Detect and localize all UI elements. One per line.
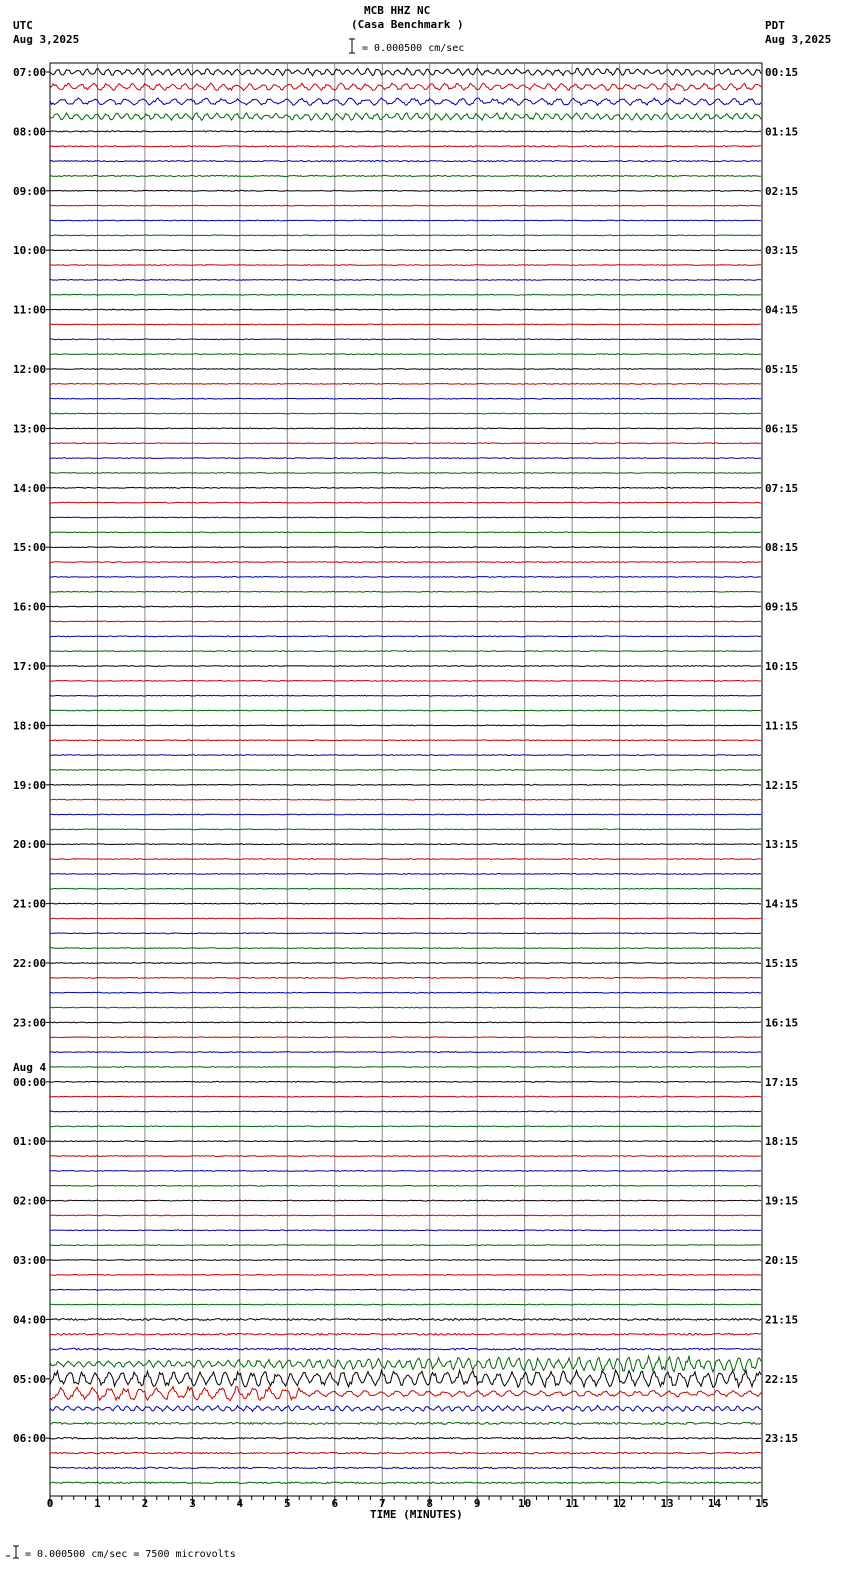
trace-line [50, 205, 761, 206]
trace-line [50, 666, 761, 667]
trace-line [50, 784, 761, 785]
x-tick-label: 6 [331, 1497, 339, 1510]
trace-line [50, 502, 761, 503]
pdt-label: PDT [765, 19, 785, 32]
trace-line [50, 369, 761, 370]
utc-hour-label: 23:00 [13, 1016, 47, 1030]
pdt-hour-label: 00:15 [765, 66, 799, 79]
trace-line [50, 1304, 761, 1305]
x-tick-label: 7 [378, 1497, 386, 1510]
pdt-hour-label: 14:15 [765, 897, 799, 911]
trace-line [50, 1007, 761, 1008]
pdt-hour-label: 02:15 [765, 184, 799, 198]
trace-line [50, 83, 761, 90]
x-tick-label: 13 [660, 1497, 674, 1510]
trace-line [50, 1467, 761, 1468]
pdt-hour-label: 05:15 [765, 363, 799, 376]
trace-line [50, 1156, 761, 1157]
trace-line [50, 383, 761, 384]
trace-line [50, 1482, 761, 1484]
pdt-hour-label: 17:15 [765, 1075, 799, 1089]
trace-line [50, 1319, 761, 1321]
pdt-hour-label: 12:15 [765, 778, 799, 792]
trace-line [50, 532, 761, 533]
trace-line [50, 829, 761, 830]
pdt-hour-label: 01:15 [765, 125, 799, 139]
trace-line [50, 1141, 761, 1142]
trace-line [50, 487, 761, 488]
pdt-hour-label: 22:15 [765, 1372, 799, 1386]
x-tick-label: 1 [94, 1497, 101, 1510]
trace-line [50, 621, 761, 622]
trace-line [50, 1438, 761, 1439]
trace-line [50, 309, 761, 310]
trace-line [50, 859, 761, 860]
trace-line [50, 175, 761, 176]
utc-hour-label: 17:00 [13, 660, 47, 673]
utc-hour-label: 16:00 [13, 600, 47, 614]
pdt-hour-label: 13:15 [765, 838, 799, 852]
trace-line [50, 591, 761, 592]
trace-line [50, 1422, 761, 1424]
pdt-hour-label: 20:15 [765, 1254, 799, 1267]
trace-line [50, 1370, 761, 1387]
x-axis-title: TIME (MINUTES) [370, 1508, 463, 1521]
trace-line [50, 1022, 761, 1023]
trace-line [50, 725, 761, 726]
trace-line [50, 280, 761, 281]
x-tick-label: 4 [236, 1497, 244, 1510]
utc-hour-label: 02:00 [13, 1194, 47, 1208]
utc-hour-label: 08:00 [13, 125, 47, 139]
trace-line [50, 113, 761, 120]
trace-line [50, 1171, 761, 1172]
trace-line [50, 606, 761, 607]
trace-line [50, 68, 761, 75]
trace-line [50, 1215, 761, 1216]
trace-line [50, 1387, 761, 1401]
trace-line [50, 1081, 761, 1082]
pdt-hour-label: 11:15 [765, 719, 799, 733]
trace-line [50, 428, 761, 429]
trace-line [50, 710, 761, 711]
pdt-hour-label: 06:15 [765, 422, 799, 436]
trace-line [50, 354, 761, 355]
trace-line [50, 131, 761, 132]
trace-line [50, 740, 761, 741]
x-tick-label: 8 [426, 1497, 434, 1510]
trace-line [50, 1185, 761, 1186]
pdt-hour-label: 15:15 [765, 957, 799, 970]
utc-hour-label: 18:00 [13, 719, 47, 733]
trace-line [50, 963, 761, 964]
trace-line [50, 547, 761, 548]
trace-line [50, 1200, 761, 1201]
trace-line [50, 577, 761, 578]
trace-line [50, 1274, 761, 1275]
x-tick-label: 15 [755, 1497, 769, 1510]
utc-hour-label: 22:00 [13, 957, 47, 970]
pdt-date: Aug 3,2025 [765, 33, 832, 46]
pdt-hour-label: 23:15 [765, 1432, 799, 1446]
x-tick-label: 2 [141, 1497, 149, 1510]
trace-line [50, 903, 761, 904]
trace-line [50, 874, 761, 875]
trace-line [50, 844, 761, 845]
trace-line [50, 918, 761, 919]
x-tick-label: 3 [189, 1497, 196, 1510]
trace-line [50, 294, 761, 295]
trace-line [50, 250, 761, 251]
x-tick-label: 10 [518, 1497, 532, 1510]
trace-line [50, 770, 761, 771]
trace-line [50, 398, 761, 399]
trace-line [50, 1230, 761, 1231]
trace-line [50, 992, 761, 993]
trace-line [50, 265, 761, 266]
station-title: MCB HHZ NC [364, 4, 431, 17]
trace-line [50, 443, 761, 444]
utc-hour-label: 04:00 [13, 1313, 47, 1327]
trace-line [50, 1245, 761, 1246]
pdt-hour-label: 03:15 [765, 244, 799, 258]
trace-line [50, 1096, 761, 1097]
trace-line [50, 473, 761, 474]
utc-hour-label: 09:00 [13, 184, 47, 198]
pdt-hour-label: 21:15 [765, 1313, 799, 1327]
pdt-hour-label: 10:15 [765, 660, 799, 673]
trace-line [50, 517, 761, 518]
trace-line [50, 1067, 761, 1068]
trace-line [50, 1356, 761, 1372]
trace-line [50, 636, 761, 637]
trace-line [50, 651, 761, 652]
utc-hour-label: 21:00 [13, 897, 47, 911]
utc-hour-label: 03:00 [13, 1254, 47, 1267]
utc-hour-label: 10:00 [13, 244, 47, 258]
trace-line [50, 933, 761, 934]
pdt-hour-label: 18:15 [765, 1135, 799, 1149]
utc-hour-label: 20:00 [13, 838, 47, 852]
station-location: (Casa Benchmark ) [351, 18, 464, 31]
x-tick-label: 11 [565, 1497, 579, 1510]
trace-line [50, 562, 761, 563]
x-tick-label: 5 [284, 1497, 291, 1510]
utc-hour-label: 19:00 [13, 778, 47, 792]
pdt-hour-label: 04:15 [765, 303, 799, 317]
trace-line [50, 1126, 761, 1127]
trace-line [50, 458, 761, 459]
utc-hour-label: 00:00 [13, 1075, 47, 1089]
trace-line [50, 413, 761, 414]
utc-hour-label: 05:00 [13, 1372, 47, 1386]
trace-line [50, 948, 761, 949]
trace-line [50, 98, 761, 105]
trace-line [50, 339, 761, 340]
trace-line [50, 220, 761, 221]
utc-label: UTC [13, 19, 33, 32]
trace-line [50, 1333, 761, 1335]
utc-hour-label: 14:00 [13, 481, 47, 495]
trace-line [50, 1289, 761, 1290]
utc-hour-label: 07:00 [13, 66, 47, 79]
trace-line [50, 1052, 761, 1053]
trace-line [50, 161, 761, 162]
x-tick-label: 9 [473, 1497, 481, 1510]
trace-line [50, 1452, 761, 1454]
footer-scale-label: = 0.000500 cm/sec = 7500 microvolts [25, 1549, 236, 1560]
scale-label: = 0.000500 cm/sec [362, 43, 465, 54]
trace-line [50, 695, 761, 696]
trace-line [50, 680, 761, 681]
utc-hour-label: 06:00 [13, 1432, 47, 1446]
pdt-hour-label: 19:15 [765, 1194, 799, 1208]
utc-hour-label: 13:00 [13, 422, 47, 436]
utc-date: Aug 3,2025 [13, 33, 80, 46]
trace-line [50, 814, 761, 815]
x-tick-label: 14 [707, 1497, 722, 1510]
trace-line [50, 799, 761, 800]
trace-line [50, 888, 761, 889]
footer-scale-icon [4, 1544, 20, 1560]
trace-line [50, 146, 761, 147]
trace-line [50, 235, 761, 236]
utc-hour-label: 12:00 [13, 363, 47, 376]
trace-line [50, 1111, 761, 1112]
trace-line [50, 324, 761, 325]
trace-line [50, 190, 761, 191]
trace-line [50, 1348, 761, 1350]
trace-line [50, 755, 761, 756]
trace-line [50, 1260, 761, 1261]
pdt-hour-label: 08:15 [765, 541, 799, 555]
utc-hour-label: 15:00 [13, 541, 47, 555]
day-change-label: Aug 4 [13, 1060, 47, 1074]
x-tick-label: 0 [46, 1497, 54, 1510]
pdt-hour-label: 07:15 [765, 481, 799, 495]
trace-line [50, 1406, 761, 1412]
utc-hour-label: 01:00 [13, 1135, 47, 1149]
x-tick-label: 12 [612, 1497, 627, 1510]
utc-hour-label: 11:00 [13, 303, 47, 317]
pdt-hour-label: 16:15 [765, 1016, 799, 1030]
trace-line [50, 1037, 761, 1038]
trace-line [50, 977, 761, 978]
plot-frame [50, 63, 762, 1496]
pdt-hour-label: 09:15 [765, 600, 799, 614]
